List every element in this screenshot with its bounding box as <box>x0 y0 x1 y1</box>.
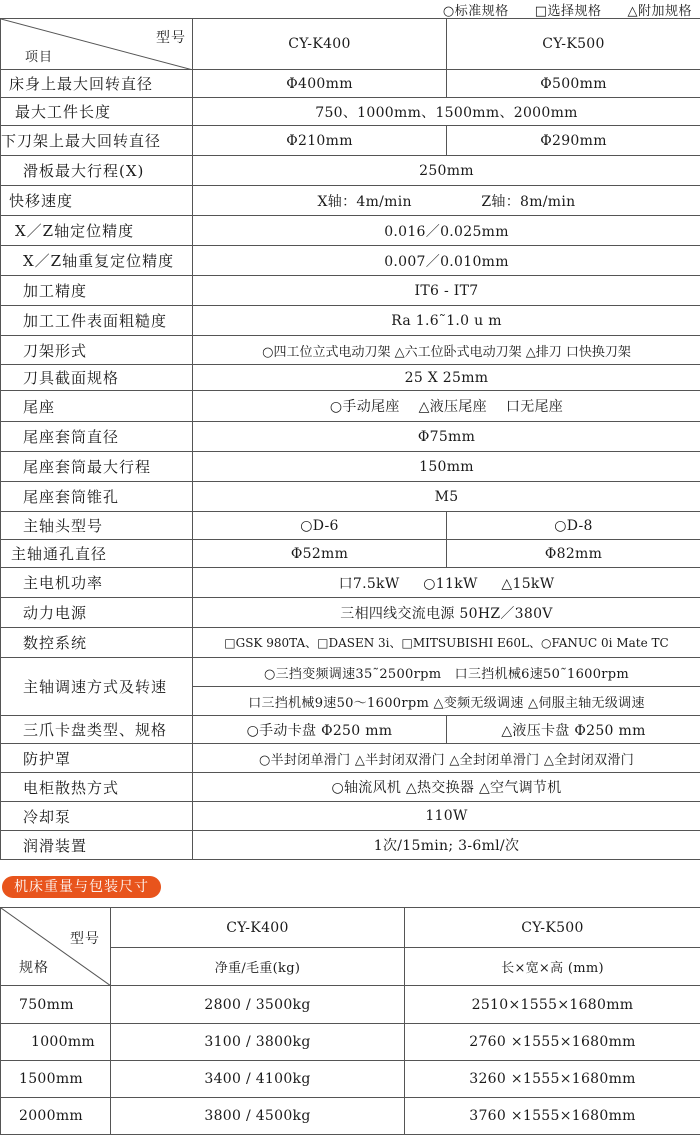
weight-cell: 3400 / 4100kg <box>111 1061 405 1098</box>
weight-diagonal-cell <box>1 908 111 986</box>
value-k500: Φ290mm <box>447 126 700 156</box>
row-value: 250mm <box>193 156 700 186</box>
spec-cell: 1500mm <box>1 1061 111 1098</box>
row-value: 0.007／0.010mm <box>193 246 700 276</box>
row-value: ○手动尾座 △液压尾座 口无尾座 <box>193 391 700 422</box>
spec-row <box>1 452 700 482</box>
value-k500: Φ500mm <box>447 70 700 98</box>
row-label: 快移速度 <box>1 186 193 216</box>
row-value: ○半封闭单滑门 △半封闭双滑门 △全封闭单滑门 △全封闭双滑门 <box>193 744 700 773</box>
legend <box>443 0 692 18</box>
row-value: ○四工位立式电动刀架 △六工位卧式电动刀架 △排刀 口快换刀架 <box>193 336 700 365</box>
row-value: 750、1000mm、1500mm、2000mm <box>193 98 700 126</box>
spec-row <box>1 831 700 860</box>
row-label: 加工工件表面粗糙度 <box>1 306 193 336</box>
row-label: 电柜散热方式 <box>1 773 193 802</box>
row-label: 三爪卡盘类型、规格 <box>1 716 193 744</box>
spec-row <box>1 216 700 246</box>
row-label: X／Z轴定位精度 <box>1 216 193 246</box>
model-k500: CY-K500 <box>405 908 700 948</box>
spec-row <box>1 422 700 452</box>
weight-cell: 2800 / 3500kg <box>111 986 405 1024</box>
row-label: 润滑装置 <box>1 831 193 860</box>
weight-cell: 3800 / 4500kg <box>111 1098 405 1135</box>
legend-additional: △附加规格 <box>627 3 692 19</box>
spec-row <box>1 628 700 658</box>
row-value: Ra 1.6˜1.0 u m <box>193 306 700 336</box>
row-label: 冷却泵 <box>1 802 193 831</box>
row-label: 刀架形式 <box>1 336 193 365</box>
weight-row <box>1 1098 700 1135</box>
row-value: M5 <box>193 482 700 512</box>
spec-row <box>1 306 700 336</box>
dims-cell: 3260 ×1555×1680mm <box>405 1061 700 1098</box>
model-k500: CY-K500 <box>447 19 700 70</box>
spec-row <box>1 598 700 628</box>
spec-row <box>1 365 700 391</box>
row-label: 尾座套筒直径 <box>1 422 193 452</box>
value-k400: ○D-6 <box>193 512 447 540</box>
spec-row <box>1 98 700 126</box>
row-value: □GSK 980TA、□DASEN 3i、□MITSUBISHI E60L、○FANUC 0i Mate TC <box>193 628 700 658</box>
spec-header-row <box>1 19 700 70</box>
row-label: 尾座套筒最大行程 <box>1 452 193 482</box>
row-value <box>193 186 700 216</box>
spec-row <box>1 156 700 186</box>
spec-row <box>1 391 700 422</box>
spec-row <box>1 802 700 831</box>
spec-row <box>1 540 700 568</box>
row-label: 主轴通孔直径 <box>1 540 193 568</box>
spec-row <box>1 126 700 156</box>
value-k400: Φ400mm <box>193 70 447 98</box>
spec-cell: 750mm <box>1 986 111 1024</box>
weight-row <box>1 1061 700 1098</box>
value-k400: ○手动卡盘 Φ250 mm <box>193 716 447 744</box>
model-k400: CY-K400 <box>193 19 447 70</box>
row-label: 数控系统 <box>1 628 193 658</box>
weight-col-label: 净重/毛重(kg) <box>111 948 405 986</box>
dims-cell: 2760 ×1555×1680mm <box>405 1024 700 1061</box>
spec-table <box>0 18 700 860</box>
item-label: 项目 <box>25 50 54 65</box>
row-value: Φ75mm <box>193 422 700 452</box>
row-label: 加工精度 <box>1 276 193 306</box>
row-label: 主轴头型号 <box>1 512 193 540</box>
row-label: 防护罩 <box>1 744 193 773</box>
row-label: 下刀架上最大回转直径 <box>1 126 193 156</box>
weight-section-title: 机床重量与包装尺寸 <box>2 876 161 898</box>
row-label: 最大工件长度 <box>1 98 193 126</box>
model-label: 型号 <box>70 931 100 947</box>
spec-label: 规格 <box>19 960 49 976</box>
row-value: 25 X 25mm <box>193 365 700 391</box>
spec-row <box>1 773 700 802</box>
weight-row <box>1 986 700 1024</box>
spec-row <box>1 512 700 540</box>
spec-row <box>1 186 700 216</box>
row-label: 动力电源 <box>1 598 193 628</box>
row-value-line-2: 口三挡机械9速50～1600rpm △变频无级调速 △伺服主轴无级调速 <box>193 687 700 716</box>
row-label: 刀具截面规格 <box>1 365 193 391</box>
x-axis-speed: X轴：4m/min <box>317 193 412 210</box>
spec-row <box>1 336 700 365</box>
weight-row <box>1 1024 700 1061</box>
row-value: 150mm <box>193 452 700 482</box>
dims-col-label: 长×宽×高 (mm) <box>405 948 700 986</box>
row-value: 110W <box>193 802 700 831</box>
spec-row <box>1 716 700 744</box>
model-k400: CY-K400 <box>111 908 405 948</box>
row-value: ○轴流风机 △热交换器 △空气调节机 <box>193 773 700 802</box>
value-k400: Φ210mm <box>193 126 447 156</box>
value-k500: Φ82mm <box>447 540 700 568</box>
dims-cell: 2510×1555×1680mm <box>405 986 700 1024</box>
legend-optional: □选择规格 <box>534 3 602 19</box>
weight-cell: 3100 / 3800kg <box>111 1024 405 1061</box>
row-value-line-1: ○三挡变频调速35˜2500rpm 口三挡机械6速50˜1600rpm <box>193 658 700 687</box>
row-label: 尾座 <box>1 391 193 422</box>
spec-cell: 1000mm <box>1 1024 111 1061</box>
spec-row <box>1 70 700 98</box>
legend-standard: ○标准规格 <box>442 3 509 19</box>
row-value: 三相四线交流电源 50HZ／380V <box>193 598 700 628</box>
value-k400: Φ52mm <box>193 540 447 568</box>
spec-row <box>1 276 700 306</box>
spec-row <box>1 246 700 276</box>
row-label: 主轴调速方式及转速 <box>1 658 193 716</box>
spec-row <box>1 658 700 687</box>
row-label: 尾座套筒锥孔 <box>1 482 193 512</box>
value-k500: △液压卡盘 Φ250 mm <box>447 716 700 744</box>
row-label: 床身上最大回转直径 <box>1 70 193 98</box>
weight-header-row <box>1 908 700 948</box>
weight-table <box>0 907 700 1135</box>
model-label: 型号 <box>156 30 186 46</box>
header-diagonal-cell <box>1 19 193 70</box>
row-label: 滑板最大行程(X) <box>1 156 193 186</box>
spec-row <box>1 568 700 598</box>
row-value: IT6 - IT7 <box>193 276 700 306</box>
spec-row <box>1 482 700 512</box>
value-k500: ○D-8 <box>447 512 700 540</box>
row-value: 1次/15min; 3-6ml/次 <box>193 831 700 860</box>
z-axis-speed: Z轴：8m/min <box>481 193 576 210</box>
spec-row <box>1 744 700 773</box>
row-value: 0.016／0.025mm <box>193 216 700 246</box>
row-label: 主电机功率 <box>1 568 193 598</box>
row-label: X／Z轴重复定位精度 <box>1 246 193 276</box>
dims-cell: 3760 ×1555×1680mm <box>405 1098 700 1135</box>
row-value: 口7.5kW ○11kW △15kW <box>193 568 700 598</box>
spec-cell: 2000mm <box>1 1098 111 1135</box>
